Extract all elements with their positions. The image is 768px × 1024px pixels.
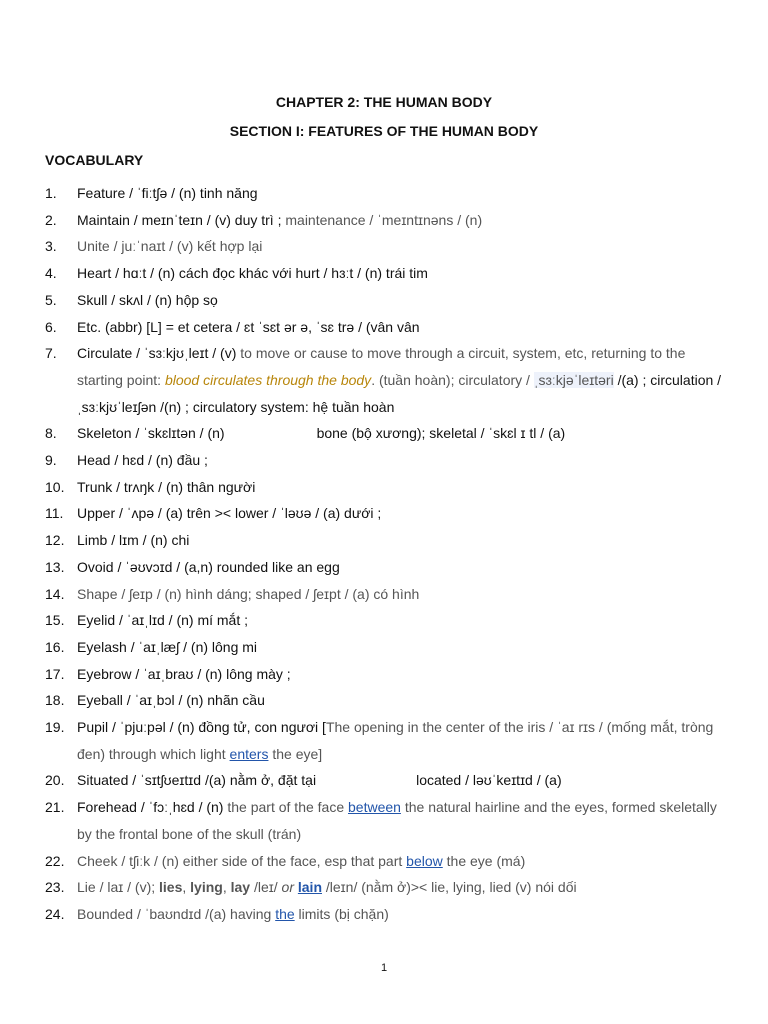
list-item [45, 581, 725, 608]
item-text-gray: limits (bị chặn) [294, 905, 389, 922]
item-text: Trunk / trʌŋk / (n) thân người [77, 478, 256, 495]
list-item [45, 554, 725, 581]
item-number: 7. [45, 345, 57, 362]
list-item [45, 767, 725, 794]
list-item [45, 260, 725, 287]
list-item [45, 687, 725, 714]
item-number: 1. [45, 185, 57, 201]
item-bold-word: lies [159, 879, 183, 896]
page-number: 1 [380, 962, 388, 974]
list-item [45, 607, 725, 634]
list-item [45, 474, 725, 501]
item-number: 16. [45, 638, 65, 655]
list-item [45, 874, 725, 901]
item-text-gray: /leɪn/ (nằm ở)>< lie, lying, lied (v) nói dối [322, 879, 577, 896]
item-number: 4. [45, 265, 57, 282]
list-item [45, 447, 725, 474]
list-item [45, 527, 725, 554]
section-title: SECTION I: FEATURES OF THE HUMAN BODY [229, 123, 539, 139]
item-text-gray: . (tuần hoàn); circulatory / [371, 371, 534, 388]
list-item [45, 794, 725, 847]
item-text-gray: the eye (má) [442, 852, 526, 869]
item-text: Limb / lɪm / (n) chi [77, 532, 190, 549]
item-number: 17. [45, 665, 65, 682]
item-number: 8. [45, 425, 57, 442]
item-number: 15. [45, 612, 65, 629]
list-item [45, 180, 725, 207]
item-example: blood circulates through the body [164, 371, 372, 388]
item-text: Bounded / ˈbaʊndɪd /(a) having [77, 905, 276, 922]
list-item [45, 287, 725, 314]
list-item [45, 901, 725, 928]
item-text: Head / hɛd / (n) đầu ; [77, 452, 208, 469]
item-text: Eyeball / ˈaɪˌbɔl / (n) nhãn cầu [77, 692, 265, 709]
item-text: Ovoid / ˈəʊvɔɪd / (a,n) rounded like an egg [77, 558, 340, 575]
item-text: located / ləʊˈkeɪtɪd / (a) [416, 772, 562, 789]
item-bold-word: lay [230, 879, 251, 896]
item-number: 14. [45, 585, 65, 602]
item-text-gray: the natural hairline and the eyes, formed skeletally by the frontal bone of the skull (trán) [77, 799, 717, 842]
item-link-word[interactable]: enters [229, 745, 269, 762]
item-separator: , [182, 879, 191, 896]
list-item [45, 634, 725, 661]
item-highlighted-ipa: ˌsɜːkjəˈleɪtəri [533, 371, 614, 388]
item-text: Skeleton / ˈskɛlɪtən / (n) [77, 425, 225, 442]
list-item [45, 500, 725, 527]
item-number: 2. [45, 211, 57, 228]
item-number: 6. [45, 318, 57, 335]
item-number: 12. [45, 532, 65, 549]
item-number: 22. [45, 852, 65, 869]
item-text: Lie / laɪ / (v); [77, 879, 160, 896]
list-item [45, 661, 725, 688]
list-item [45, 420, 725, 447]
item-number: 18. [45, 692, 65, 709]
item-number: 20. [45, 772, 65, 789]
item-definition: to move or cause to move through a circuit, system, etc, returning to the starting point: [77, 345, 686, 388]
item-link-word[interactable]: below [406, 852, 443, 869]
item-number: 11. [45, 505, 64, 522]
item-text: Skull / skʌl / (n) hộp sọ [77, 291, 218, 308]
item-text: Unite / juːˈnaɪt / (v) kết hợp lại [77, 238, 263, 255]
item-text: Forehead / ˈfɔːˌhɛd / (n) [77, 799, 228, 816]
item-number: 21. [45, 799, 65, 816]
item-text-gray: the eye] [268, 745, 323, 762]
item-text: Eyelid / ˈaɪˌlɪd / (n) mí mắt ; [77, 612, 249, 629]
vocabulary-heading: VOCABULARY [45, 152, 144, 168]
item-text: /(a) ; circulation / ˌsɜːkjʊˈleɪʃən /(n) ; circulatory system: hệ tuần hoàn [77, 371, 722, 415]
item-number: 3. [45, 238, 57, 255]
list-item [45, 714, 725, 767]
list-item [45, 848, 725, 875]
item-text-gray: /leɪ/ [250, 879, 282, 896]
item-number: 10. [45, 478, 65, 495]
item-text: Heart / hɑːt / (n) cách đọc khác với hurt / hɜːt / (n) trái tim [77, 265, 428, 282]
item-text: Maintain / meɪnˈteɪn / (v) duy trì ; [77, 211, 286, 228]
item-definition: The opening in the center of the iris / ˈaɪ rɪs / (mống mắt, tròng đen) through which light [77, 719, 714, 762]
chapter-title: CHAPTER 2: THE HUMAN BODY [275, 94, 493, 110]
item-text: Etc. (abbr) [L] = et cetera / ɛt ˈsɛt ər ə, ˈsɛ trə / (vân vân [77, 318, 420, 335]
list-item [45, 340, 725, 420]
item-number: 19. [45, 719, 65, 736]
item-text: Feature / ˈfiːtʃə / (n) tinh năng [77, 185, 258, 201]
item-separator: , [222, 879, 231, 896]
item-link-word[interactable]: the [275, 905, 295, 922]
item-text: Eyelash / ˈaɪˌlæʃ / (n) lông mi [77, 638, 258, 655]
item-text: Pupil / ˈpjuːpəl / (n) đồng tử, con ngươi [ [77, 719, 326, 736]
item-bold-word: lying [190, 879, 223, 896]
item-definition: the part of the face [227, 799, 349, 816]
item-text: Cheek / tʃiːk / (n) either side of the face, esp that part [77, 852, 407, 869]
item-text: Circulate / ˈsɜːkjʊˌleɪt / (v) [77, 345, 241, 362]
vocabulary-list [45, 180, 725, 928]
item-text: Upper / ˈʌpə / (a) trên >< lower / ˈləʊə / (a) dưới ; [77, 505, 382, 522]
item-number: 13. [45, 558, 65, 575]
item-link-word[interactable]: between [348, 799, 401, 816]
item-number: 23. [45, 879, 65, 896]
item-text: Situated / ˈsɪtʃʊeɪtɪd /(a) nằm ở, đặt tại [77, 772, 317, 789]
item-number: 5. [45, 291, 57, 308]
item-italic-word: or [281, 879, 294, 896]
item-text: bone (bộ xương); skeletal / ˈskɛl ɪ tl / (a) [316, 425, 566, 442]
item-number: 9. [45, 452, 57, 469]
list-item [45, 233, 725, 260]
item-number: 24. [45, 905, 65, 922]
item-text: Eyebrow / ˈaɪˌbraʊ / (n) lông mày ; [77, 665, 291, 682]
item-link-word[interactable]: lain [297, 879, 322, 896]
item-text: Shape / ʃeɪp / (n) hình dáng; shaped / ʃeɪpt / (a) có hình [77, 585, 420, 602]
item-text-gray: maintenance / ˈmeɪntɪnəns / (n) [285, 211, 483, 228]
list-item [45, 207, 725, 234]
list-item [45, 314, 725, 341]
